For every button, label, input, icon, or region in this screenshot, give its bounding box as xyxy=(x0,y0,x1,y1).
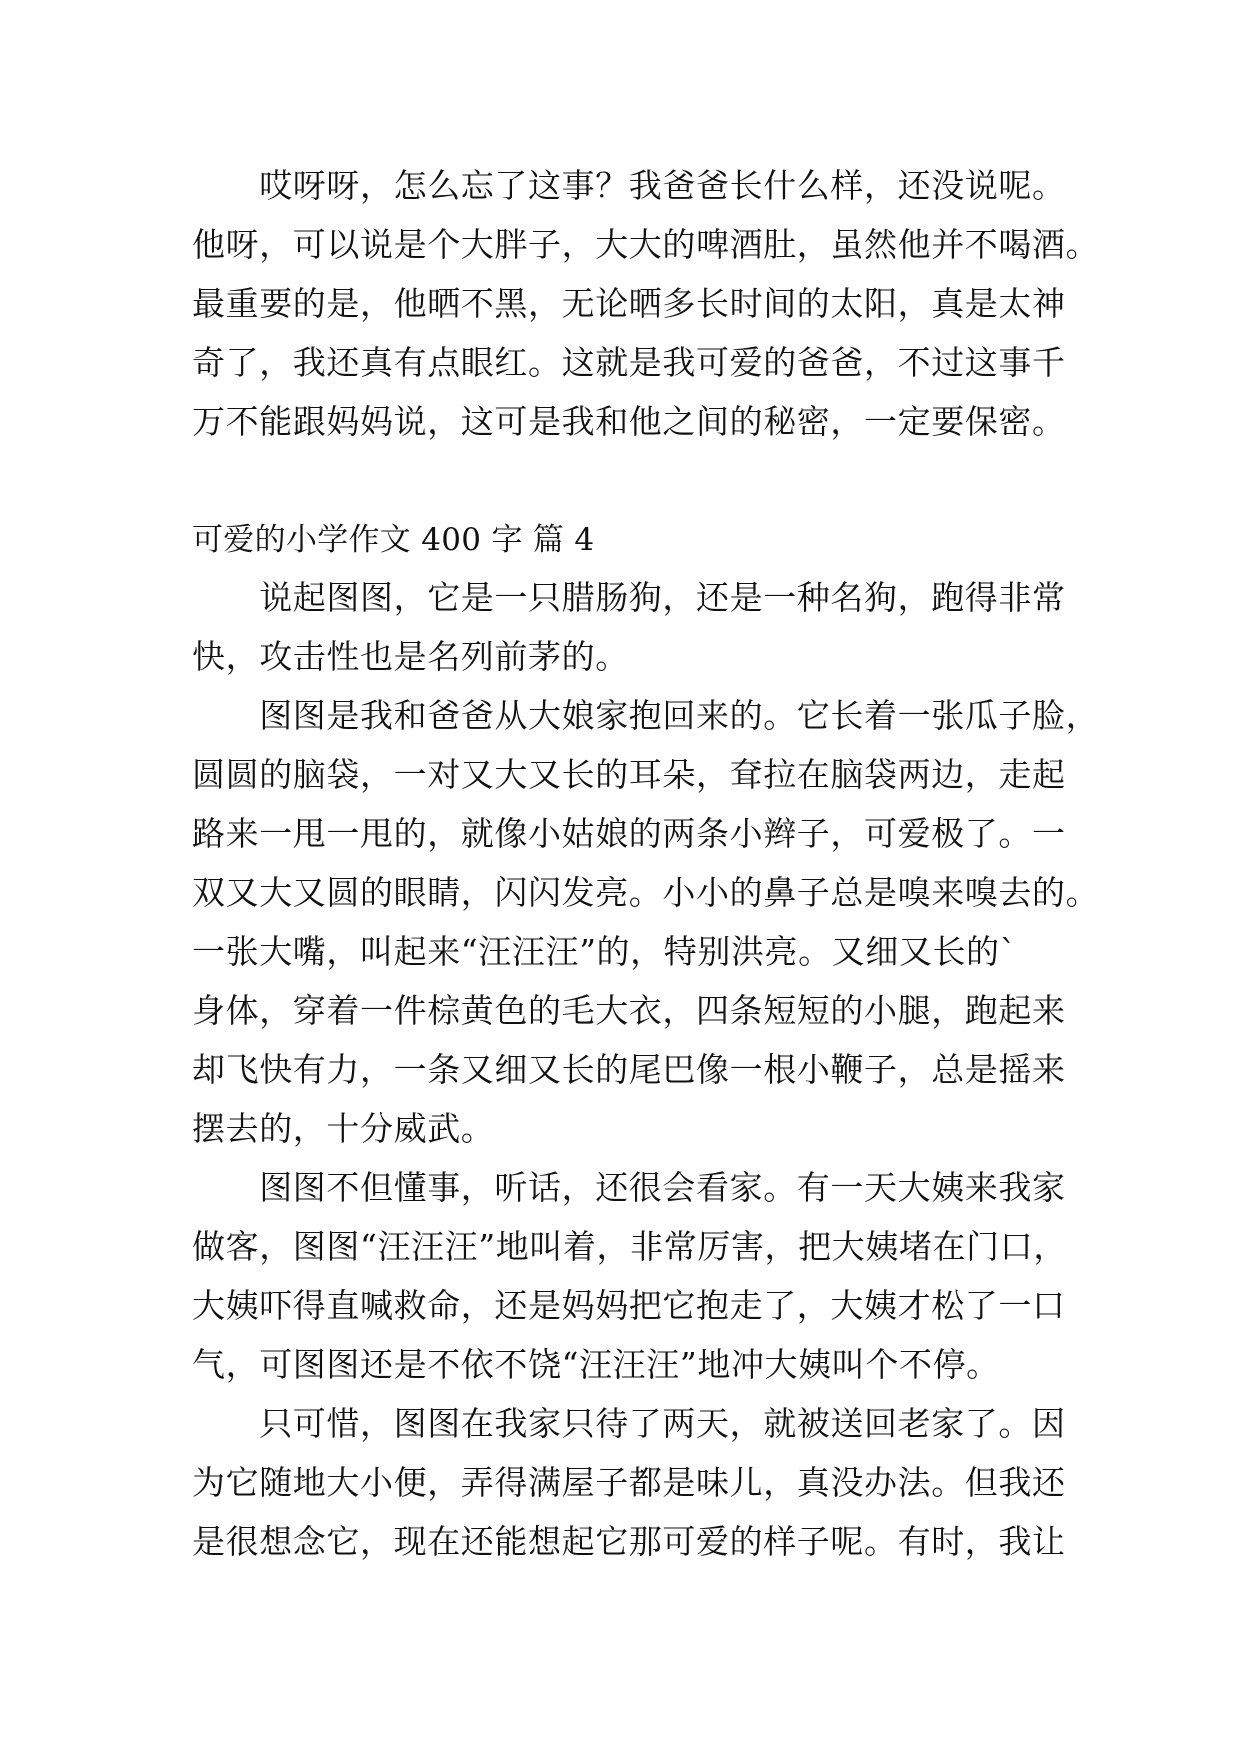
intro-line-4: 奇了，我还真有点眼红。这就是我可爱的爸爸，不过这事千 xyxy=(192,343,1066,382)
body-line-10: 摆去的，十分威武。 xyxy=(192,1109,495,1148)
section-heading: 可爱的小学作文 400 字 篇 4 xyxy=(192,522,595,558)
body-line-9: 却飞快有力，一条又细又长的尾巴像一根小鞭子，总是摇来 xyxy=(192,1050,1066,1089)
body-line-14: 气，可图图还是不依不饶“汪汪汪”地冲大姨叫个不停。 xyxy=(192,1345,1000,1384)
body-line-8: 身体，穿着一件棕黄色的毛大衣，四条短短的小腿，跑起来 xyxy=(192,991,1066,1030)
body-line-7: 一张大嘴，叫起来“汪汪汪”的，特别洪亮。又细又长的` xyxy=(192,932,1017,971)
body-line-12: 做客，图图“汪汪汪”地叫着，非常厉害，把大姨堵在门口， xyxy=(192,1227,1067,1266)
body-line-11: 图图不但懂事，听话，还很会看家。有一天大姨来我家 xyxy=(192,1168,1066,1207)
body-line-17: 是很想念它，现在还能想起它那可爱的样子呢。有时，我让 xyxy=(192,1522,1066,1561)
intro-line-2: 他呀，可以说是个大胖子，大大的啤酒肚，虽然他并不喝酒。 xyxy=(192,225,1100,264)
body-line-3: 图图是我和爸爸从大娘家抱回来的。它长着一张瓜子脸， xyxy=(192,696,1100,735)
intro-line-3: 最重要的是，他晒不黑，无论晒多长时间的太阳，真是太神 xyxy=(192,284,1066,323)
body-line-16: 为它随地大小便，弄得满屋子都是味儿，真没办法。但我还 xyxy=(192,1463,1066,1502)
intro-line-5: 万不能跟妈妈说，这可是我和他之间的秘密，一定要保密。 xyxy=(192,402,1066,441)
body-line-4: 圆圆的脑袋，一对又大又长的耳朵，耷拉在脑袋两边，走起 xyxy=(192,755,1066,794)
body-line-1: 说起图图，它是一只腊肠狗，还是一种名狗，跑得非常 xyxy=(192,578,1066,617)
body-line-13: 大姨吓得直喊救命，还是妈妈把它抱走了，大姨才松了一口 xyxy=(192,1286,1066,1325)
body-line-6: 双又大又圆的眼睛，闪闪发亮。小小的鼻子总是嗅来嗅去的。 xyxy=(192,873,1100,912)
intro-line-1: 哎呀呀，怎么忘了这事？我爸爸长什么样，还没说呢。 xyxy=(192,166,1066,205)
body-line-2: 快，攻击性也是名列前茅的。 xyxy=(192,637,629,676)
body-line-5: 路来一甩一甩的，就像小姑娘的两条小辫子，可爱极了。一 xyxy=(192,814,1066,853)
body-line-15: 只可惜，图图在我家只待了两天，就被送回老家了。因 xyxy=(192,1404,1066,1443)
